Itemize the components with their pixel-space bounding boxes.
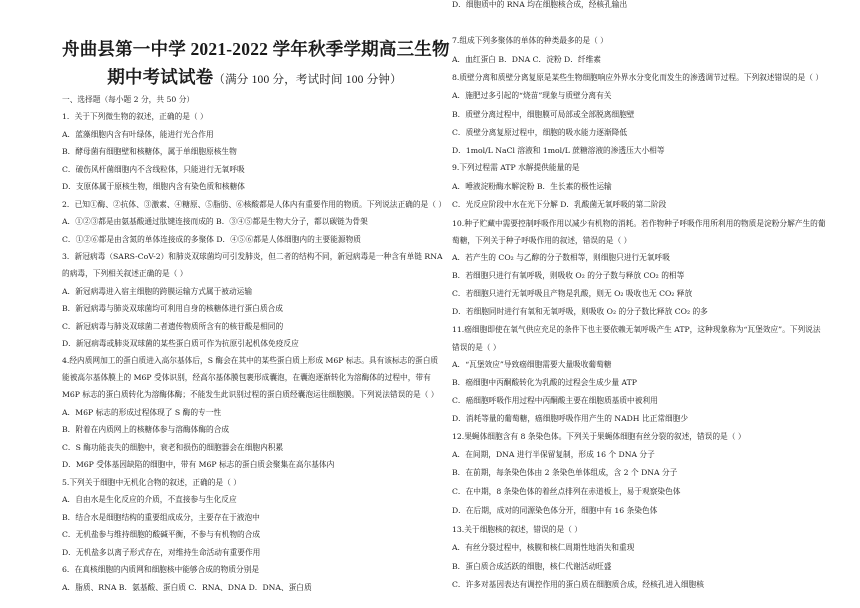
left-line: 4.经内质网加工的蛋白质进入高尔基体后，S 酶会在其中的某些蛋白质上形成 M6P 标志。具有该标志的蛋白质 xyxy=(62,356,439,365)
left-line: A．脂质、RNA B．氨基酸、蛋白质 C．RNA、DNA D．DNA、蛋白质 xyxy=(62,583,312,592)
left-line: 5.下列关于细胞中无机化合物的叙述，正确的是（ ） xyxy=(62,478,241,487)
left-line: B．结合水是细胞结构的重要组成成分，主要存在于液泡中 xyxy=(62,513,260,522)
exam-title-line1: 舟曲县第一中学 2021-2022 学年秋季学期高三生物 xyxy=(62,39,450,59)
left-line: B．新冠病毒与肺炎双球菌均可利用自身的核糖体进行蛋白质合成 xyxy=(62,304,283,313)
left-line: 2．已知①酶、②抗体、③激素、④糖原、⑤脂肪、⑥核酸都是人体内有重要作用的物质。下列说法正确的是（ ） xyxy=(62,200,447,209)
right-line: A．有丝分裂过程中，核膜和核仁周期性地消失和重现 xyxy=(452,543,635,552)
right-line: A．唾液淀粉酶水解淀粉 B．生长素的极性运输 xyxy=(452,182,612,191)
right-line: D．消耗等量的葡萄糖，癌细胞呼吸作用产生的 NADH 比正常细胞少 xyxy=(452,414,689,423)
left-line: 一、选择题（每小题 2 分，共 50 分） xyxy=(62,95,195,104)
left-line: A．M6P 标志的形成过程体现了 S 酶的专一性 xyxy=(62,408,222,417)
right-line: A．“瓦堡效应”导致癌细胞需要大量吸收葡萄糖 xyxy=(452,360,612,369)
left-line: 1．关于下列微生物的叙述，正确的是（ ） xyxy=(62,112,208,121)
left-line: A．①②③都是由氨基酸通过肽键连接而成的 B．③④⑤都是生物大分子，都以碳链为骨架 xyxy=(62,217,368,226)
left-line: A．蓝藻细胞内含有叶绿体，能进行光合作用 xyxy=(62,130,214,139)
right-line: C．许多对基因表达有调控作用的蛋白质在细胞质合成，经核孔进入细胞核 xyxy=(452,580,704,589)
left-line: 3．新冠病毒（SARS-CoV-2）和肺炎双球菌均可引发肺炎，但二者的结构不同，新冠病毒是一种含有单链 RNA xyxy=(62,252,443,261)
right-line: D．1mol/L NaCl 溶液和 1mol/L 蔗糖溶液的渗透压大小相等 xyxy=(452,146,665,155)
right-line: B．蛋白质合成活跃的细胞，核仁代谢活动旺盛 xyxy=(452,562,612,571)
right-line: B．在前期，每条染色体由 2 条染色单体组成，含 2 个 DNA 分子 xyxy=(452,468,678,477)
right-line: D．在后期，成对的同源染色体分开，细胞中有 16 条染色体 xyxy=(452,506,658,515)
right-line: D．若细胞同时进行有氧和无氧呼吸，则吸收 O₂ 的分子数比释放 CO₂ 的多 xyxy=(452,307,708,316)
exam-title-note: （满分 100 分，考试时间 100 分钟） xyxy=(213,74,402,86)
right-line: 7.组成下列多聚体的单体的种类最多的是（ ） xyxy=(452,36,608,45)
right-line: A．在间期，DNA 进行半保留复制，形成 16 个 DNA 分子 xyxy=(452,450,655,459)
left-line: B．酵母菌有细胞壁和核糖体，属于单细胞原核生物 xyxy=(62,147,237,156)
left-line: D．支原体属于原核生物，细胞内含有染色质和核糖体 xyxy=(62,182,245,191)
left-line: 的病毒，下列相关叙述正确的是（ ） xyxy=(62,269,188,278)
left-line: C．新冠病毒与肺炎双球菌二者遗传物质所含有的核苷酸是相同的 xyxy=(62,322,284,331)
right-line: A．若产生的 CO₂ 与乙醇的分子数相等，则细胞只进行无氧呼吸 xyxy=(452,253,670,262)
right-line: D．细胞质中的 RNA 均在细胞核合成，经核孔输出 xyxy=(452,0,628,9)
right-line: A．施肥过多引起的“烧苗”现象与质壁分离有关 xyxy=(452,91,612,100)
right-line: 12.果蝇体细胞含有 8 条染色体。下列关于果蝇体细胞有丝分裂的叙述，错误的是（ ） xyxy=(452,432,746,441)
right-line: C．若细胞只进行无氧呼吸且产物是乳酸，则无 O₂ 吸收也无 CO₂ 释放 xyxy=(452,289,693,298)
left-line: 6．在真核细胞的内质网和细胞核中能够合成的物质分别是 xyxy=(62,565,260,574)
right-line: 11.癌细胞即使在氧气供应充足的条件下也主要依赖无氧呼吸产生 ATP，这种现象称为“瓦堡效应”。下列说法 xyxy=(452,325,821,334)
left-line: A．新冠病毒进入宿主细胞的跨膜运输方式属于被动运输 xyxy=(62,287,253,296)
right-line: B．若细胞只进行有氧呼吸，则吸收 O₂ 的分子数与释放 CO₂ 的相等 xyxy=(452,271,685,280)
right-line: C．癌细胞呼吸作用过程中丙酮酸主要在细胞质基质中被利用 xyxy=(452,396,658,405)
right-line: 9.下列过程需 ATP 水解提供能量的是 xyxy=(452,163,580,172)
right-line: 10.种子贮藏中需要控制呼吸作用以减少有机物的消耗。若作物种子呼吸作用所利用的物质是淀粉分解产生的葡 xyxy=(452,219,826,228)
right-line: A．血红蛋白 B．DNA C．淀粉 D．纤维素 xyxy=(452,55,601,64)
exam-title-line2 xyxy=(62,64,447,89)
left-line: D．无机盐多以离子形式存在，对维持生命活动有重要作用 xyxy=(62,548,261,557)
right-line: 8.质壁分离和质壁分离复原是某些生物细胞响应外界水分变化而发生的渗透调节过程。下列叙述错误的是（ ） xyxy=(452,73,824,82)
left-line: A．自由水是生化反应的介质，不直接参与生化反应 xyxy=(62,495,237,504)
left-line: M6P 标志的蛋白质转化为溶酶体酶；不能发生此识别过程的蛋白质经囊泡运往细胞膜。下列说法错误的是（ ） xyxy=(62,390,439,399)
left-line: B．附着在内质网上的核糖体参与溶酶体酶的合成 xyxy=(62,425,230,434)
right-line: 错误的是（ ） xyxy=(452,343,501,352)
right-line: C．质壁分离复原过程中，细胞的吸水能力逐渐降低 xyxy=(452,128,628,137)
left-line: 能被高尔基体膜上的 M6P 受体识别，经高尔基体膜包裹形成囊泡，在囊泡逐渐转化为溶酶体的过程中，带有 xyxy=(62,373,431,382)
right-line: B．癌细胞中丙酮酸转化为乳酸的过程会生成少量 ATP xyxy=(452,378,637,387)
right-line: C．在中期，8 条染色体的着丝点排列在赤道板上，易于观察染色体 xyxy=(452,487,681,496)
right-line: 萄糖，下列关于种子呼吸作用的叙述，错误的是（ ） xyxy=(452,236,632,245)
left-line: D．新冠病毒或肺炎双球菌的某些蛋白质可作为抗原引起机体免疫反应 xyxy=(62,339,299,348)
right-line: 13.关于细胞核的叙述，错误的是（ ） xyxy=(452,525,582,534)
right-line: B．质壁分离过程中，细胞膜可局部或全部脱离细胞壁 xyxy=(452,110,635,119)
left-line: C．①②⑥都是由含氮的单体连接成的多聚体 D．④⑤⑥都是人体细胞内的主要能源物质 xyxy=(62,235,361,244)
left-line: C．S 酶功能丧失的细胞中，衰老和损伤的细胞器会在细胞内积累 xyxy=(62,443,284,452)
left-line: C．破伤风杆菌细胞内不含线粒体，只能进行无氧呼吸 xyxy=(62,165,245,174)
left-line: D．M6P 受体基因缺陷的细胞中，带有 M6P 标志的蛋白质会聚集在高尔基体内 xyxy=(62,460,335,469)
left-line: C．无机盐参与维持细胞的酸碱平衡，不参与有机物的合成 xyxy=(62,530,261,539)
exam-title-main: 期中考试试卷 xyxy=(107,67,214,87)
right-line: C．光反应阶段中水在光下分解 D．乳酸菌无氧呼吸的第二阶段 xyxy=(452,200,667,209)
